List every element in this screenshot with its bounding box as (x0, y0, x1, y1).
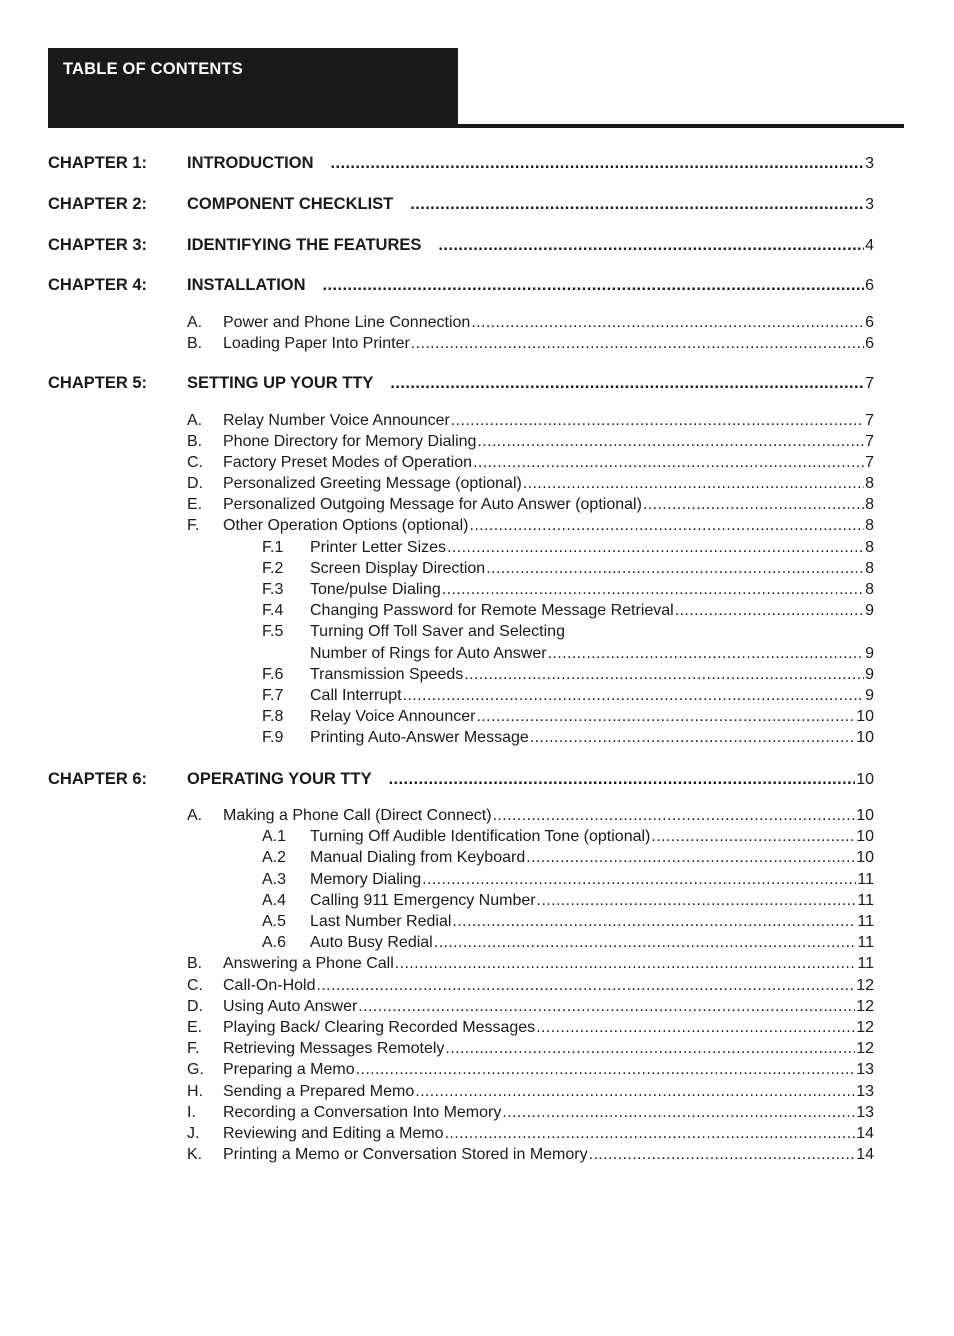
page-number: 13 (856, 1083, 874, 1100)
toc-subentry[interactable] (262, 729, 874, 751)
leader-dots (589, 1146, 856, 1164)
page-number: 10 (856, 729, 874, 746)
page-title: TABLE OF CONTENTS (63, 60, 244, 78)
leader-dots (651, 828, 855, 846)
entry-label: B. (187, 335, 203, 352)
toc-entry[interactable] (187, 1146, 874, 1168)
page-number: 8 (865, 581, 874, 598)
toc-chapter-2[interactable] (48, 195, 874, 217)
toc-chapter-3[interactable] (48, 236, 874, 258)
entry-title: Auto Busy Redial (310, 934, 433, 951)
page-number: 11 (857, 913, 874, 930)
leader-dots (675, 602, 864, 620)
leader-dots (438, 236, 864, 255)
entry-title: Recording a Conversation Into Memory (223, 1104, 502, 1121)
page-number: 9 (865, 602, 874, 619)
toc-entry[interactable] (187, 998, 874, 1020)
page-number: 8 (865, 475, 874, 492)
toc-entry[interactable] (187, 1061, 874, 1083)
toc-entry[interactable] (187, 475, 874, 497)
entry-label: I. (187, 1104, 196, 1121)
entry-title: Factory Preset Modes of Operation (223, 454, 472, 471)
entry-title: Relay Voice Announcer (310, 708, 476, 725)
toc-subentry[interactable] (262, 708, 874, 730)
page-number: 14 (856, 1125, 874, 1142)
entry-title: Relay Number Voice Announcer (223, 412, 450, 429)
toc-chapter-1[interactable] (48, 154, 874, 176)
entry-title: Playing Back/ Clearing Recorded Messages (223, 1019, 536, 1036)
leader-dots (523, 475, 864, 493)
entry-label: F. (187, 1040, 200, 1057)
chapter-title: OPERATING YOUR TTY (187, 770, 372, 788)
leader-dots (536, 1019, 855, 1037)
page-number: 8 (865, 560, 874, 577)
page-number: 7 (865, 412, 874, 429)
page-number: 12 (856, 998, 874, 1015)
entry-label: C. (187, 454, 203, 471)
entry-label: K. (187, 1146, 203, 1163)
toc-subentry[interactable] (262, 666, 874, 688)
entry-label: A.2 (262, 849, 287, 866)
toc-subentry[interactable] (262, 581, 874, 603)
page-number: 4 (865, 237, 874, 254)
chapter-title: IDENTIFYING THE FEATURES (187, 236, 422, 254)
chapter-label: CHAPTER 4: (48, 276, 148, 294)
entry-title: Turning Off Audible Identification Tone (optional) (310, 828, 651, 845)
toc-entry[interactable] (187, 335, 874, 357)
page-number: 6 (865, 335, 874, 352)
entry-label: A. (187, 412, 203, 429)
entry-label: A.1 (262, 828, 287, 845)
leader-dots (643, 496, 864, 514)
toc-chapter-5[interactable] (48, 374, 874, 396)
leader-dots (389, 770, 856, 789)
leader-dots (316, 977, 855, 995)
leader-dots (422, 871, 856, 889)
entry-label: F.8 (262, 708, 284, 725)
page-number: 7 (865, 433, 874, 450)
leader-dots (358, 998, 855, 1016)
entry-title: Personalized Greeting Message (optional) (223, 475, 522, 492)
entry-label: G. (187, 1061, 204, 1078)
leader-dots (476, 708, 855, 726)
leader-dots (403, 687, 865, 705)
page-number: 9 (865, 645, 874, 662)
page-number: 11 (857, 955, 874, 972)
page-number: 7 (865, 375, 874, 392)
leader-dots (526, 849, 855, 867)
leader-dots (464, 666, 864, 684)
leader-dots (410, 195, 864, 214)
entry-title: Making a Phone Call (Direct Connect) (223, 807, 492, 824)
entry-title: Phone Directory for Memory Dialing (223, 433, 477, 450)
entry-label: F.5 (262, 623, 284, 640)
entry-title: Memory Dialing (310, 871, 422, 888)
toc-entry[interactable] (187, 955, 874, 977)
entry-title: Screen Display Direction (310, 560, 486, 577)
chapter-label: CHAPTER 3: (48, 236, 148, 254)
chapter-label: CHAPTER 5: (48, 374, 148, 392)
leader-dots (411, 335, 864, 353)
toc-entry[interactable] (187, 1104, 874, 1126)
page-number: 10 (856, 708, 874, 725)
entry-label: D. (187, 998, 203, 1015)
toc-subentry[interactable] (262, 560, 874, 582)
chapter-title: INTRODUCTION (187, 154, 314, 172)
entry-label: A.4 (262, 892, 287, 909)
page-number: 10 (856, 771, 874, 788)
entry-title: Call-On-Hold (223, 977, 316, 994)
entry-label: F.9 (262, 729, 284, 746)
page-number: 13 (856, 1104, 874, 1121)
entry-title: Retrieving Messages Remotely (223, 1040, 445, 1057)
page-number: 10 (856, 849, 874, 866)
entry-label: F.3 (262, 581, 284, 598)
page-number: 12 (856, 1019, 874, 1036)
page-number: 12 (856, 1040, 874, 1057)
toc-entry[interactable] (187, 496, 874, 518)
page-number: 13 (856, 1061, 874, 1078)
toc-subentry[interactable] (262, 849, 874, 871)
leader-dots (390, 374, 864, 393)
toc-subentry[interactable] (262, 934, 874, 956)
toc-entry[interactable] (187, 1125, 874, 1147)
page-number: 10 (856, 807, 874, 824)
toc-entry[interactable] (187, 1083, 874, 1105)
entry-label: E. (187, 1019, 203, 1036)
leader-dots (447, 539, 864, 557)
toc-subentry[interactable] (262, 539, 874, 561)
toc-subentry-continuation[interactable] (310, 645, 874, 667)
page-number: 11 (857, 892, 874, 909)
leader-dots (537, 892, 857, 910)
entry-title: Loading Paper Into Printer (223, 335, 410, 352)
entry-title: Using Auto Answer (223, 998, 358, 1015)
entry-title: Power and Phone Line Connection (223, 314, 471, 331)
page-number: 11 (857, 934, 874, 951)
entry-label: A. (187, 314, 203, 331)
toc-subentry[interactable] (262, 687, 874, 709)
entry-title: Preparing a Memo (223, 1061, 355, 1078)
page-number: 9 (865, 687, 874, 704)
entry-label: A.3 (262, 871, 287, 888)
entry-label: H. (187, 1083, 203, 1100)
leader-dots (356, 1061, 856, 1079)
leader-dots (530, 729, 855, 747)
toc-entry[interactable] (187, 977, 874, 999)
entry-title: Manual Dialing from Keyboard (310, 849, 526, 866)
entry-title: Other Operation Options (optional) (223, 517, 469, 534)
entry-title: Personalized Outgoing Message for Auto Answer (optional) (223, 496, 642, 513)
leader-dots (477, 433, 864, 451)
toc-entry[interactable] (187, 412, 874, 434)
entry-title: Reviewing and Editing a Memo (223, 1125, 444, 1142)
entry-label: A.5 (262, 913, 287, 930)
entry-label: D. (187, 475, 203, 492)
chapter-title: INSTALLATION (187, 276, 306, 294)
entry-title: Number of Rings for Auto Answer (310, 645, 547, 662)
entry-label: A.6 (262, 934, 287, 951)
toc-entry[interactable] (187, 1040, 874, 1062)
page-number: 12 (856, 977, 874, 994)
page-number: 11 (857, 871, 874, 888)
toc-subentry[interactable] (262, 913, 874, 935)
leader-dots (469, 517, 864, 535)
entry-title: Printing Auto-Answer Message (310, 729, 529, 746)
toc-entry[interactable] (187, 807, 874, 829)
entry-label: F.2 (262, 560, 284, 577)
entry-label: A. (187, 807, 203, 824)
toc-subentry-first-line[interactable] (262, 623, 565, 641)
entry-title: Transmission Speeds (310, 666, 464, 683)
entry-title: Printer Letter Sizes (310, 539, 447, 556)
page-number: 8 (865, 517, 874, 534)
page-number: 8 (865, 539, 874, 556)
toc-subentry[interactable] (262, 828, 874, 850)
leader-dots (434, 934, 857, 952)
leader-dots (493, 807, 856, 825)
toc-subentry[interactable] (262, 892, 874, 914)
toc-entry[interactable] (187, 314, 874, 336)
entry-label: F.7 (262, 687, 284, 704)
leader-dots (451, 412, 864, 430)
entry-label: F.6 (262, 666, 284, 683)
entry-label: F.4 (262, 602, 284, 619)
leader-dots (502, 1104, 855, 1122)
leader-dots (415, 1083, 855, 1101)
leader-dots (486, 560, 864, 578)
page-number: 3 (865, 155, 874, 172)
chapter-label: CHAPTER 1: (48, 154, 148, 172)
toc-subentry[interactable] (262, 871, 874, 893)
entry-label: F.1 (262, 539, 284, 556)
leader-dots (452, 913, 856, 931)
entry-title: Printing a Memo or Conversation Stored in Memory (223, 1146, 588, 1163)
page-number: 14 (856, 1146, 874, 1163)
toc-entry[interactable] (187, 433, 874, 455)
entry-label: J. (187, 1125, 200, 1142)
page-number: 8 (865, 496, 874, 513)
entry-title: Turning Off Toll Saver and Selecting (310, 623, 565, 640)
chapter-label: CHAPTER 2: (48, 195, 148, 213)
leader-dots (331, 154, 865, 173)
page-number: 9 (865, 666, 874, 683)
leader-dots (471, 314, 864, 332)
toc-subentry[interactable] (262, 602, 874, 624)
entry-title: Tone/pulse Dialing (310, 581, 441, 598)
leader-dots (473, 454, 864, 472)
toc-entry[interactable] (187, 517, 874, 539)
toc-chapter-6[interactable] (48, 770, 874, 792)
leader-dots (323, 276, 865, 295)
entry-label: F. (187, 517, 200, 534)
page-number: 6 (865, 314, 874, 331)
entry-title: Answering a Phone Call (223, 955, 394, 972)
entry-label: C. (187, 977, 203, 994)
entry-title: Changing Password for Remote Message Retrieval (310, 602, 674, 619)
page-number: 7 (865, 454, 874, 471)
toc-entry[interactable] (187, 454, 874, 476)
chapter-title: SETTING UP YOUR TTY (187, 374, 374, 392)
chapter-title: COMPONENT CHECKLIST (187, 195, 394, 213)
leader-dots (395, 955, 857, 973)
entry-label: E. (187, 496, 203, 513)
entry-title: Sending a Prepared Memo (223, 1083, 415, 1100)
leader-dots (445, 1040, 855, 1058)
leader-dots (445, 1125, 856, 1143)
page-number: 10 (856, 828, 874, 845)
leader-dots (442, 581, 864, 599)
chapter-label: CHAPTER 6: (48, 770, 148, 788)
page-number: 6 (865, 277, 874, 294)
toc-chapter-4[interactable] (48, 276, 874, 298)
page-number: 3 (865, 196, 874, 213)
entry-label: B. (187, 433, 203, 450)
entry-label: B. (187, 955, 203, 972)
entry-title: Call Interrupt (310, 687, 402, 704)
entry-title: Last Number Redial (310, 913, 452, 930)
entry-title: Calling 911 Emergency Number (310, 892, 536, 909)
leader-dots (548, 645, 865, 663)
toc-entry[interactable] (187, 1019, 874, 1041)
